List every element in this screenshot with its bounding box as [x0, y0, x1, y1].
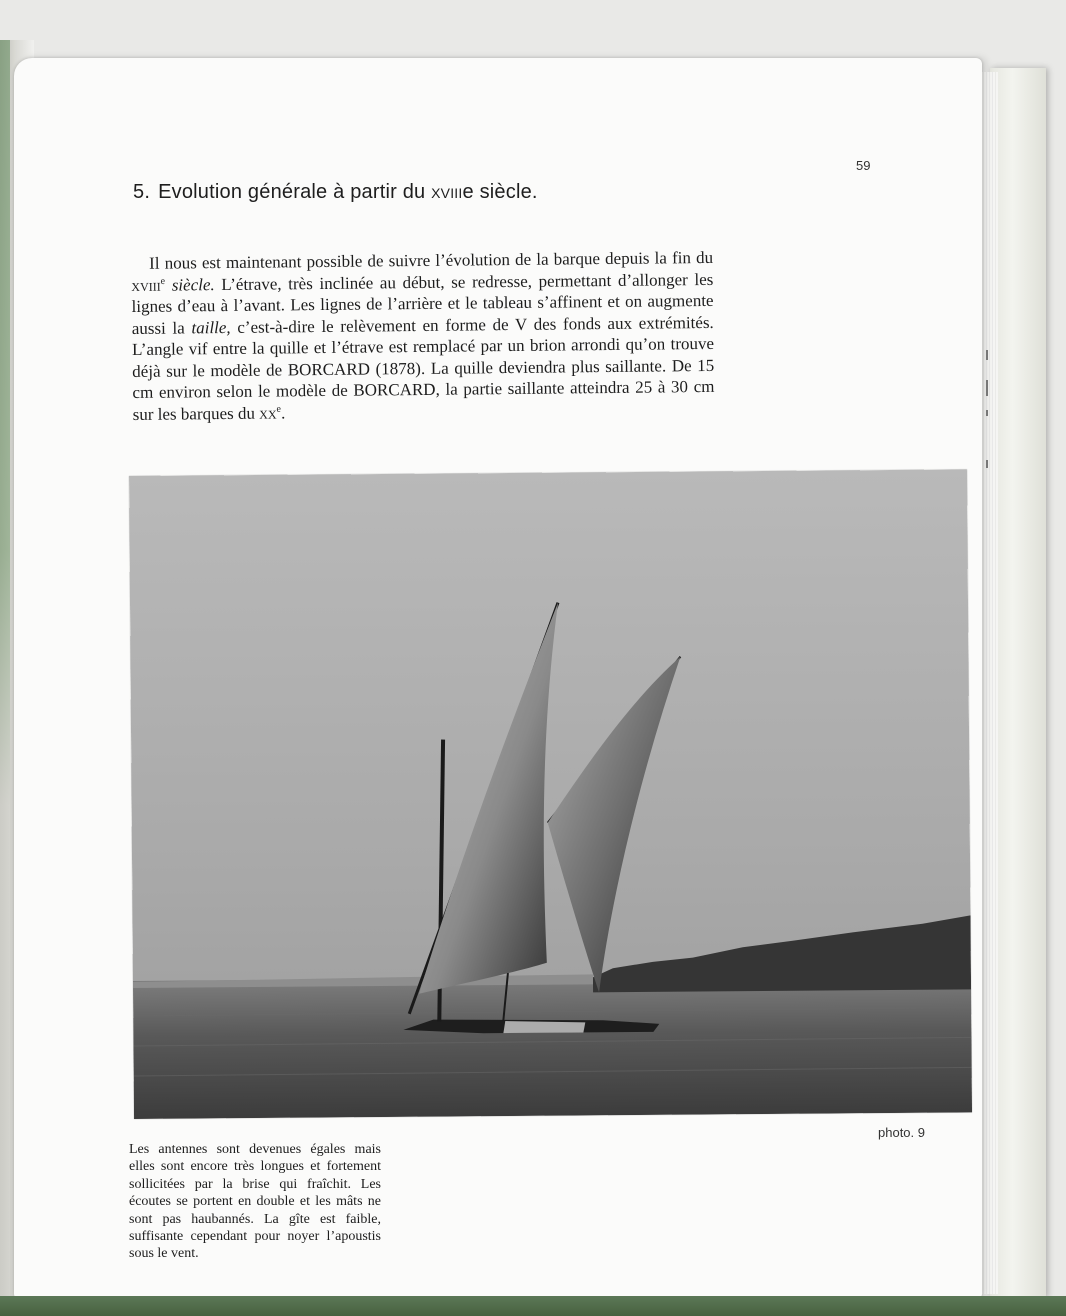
margin-marks	[986, 340, 990, 480]
body-paragraph	[131, 247, 715, 425]
paragraph-century-2: xx	[259, 402, 277, 423]
paragraph-sup-2: e	[276, 403, 282, 415]
paragraph-italic-taille: taille,	[191, 317, 231, 337]
heading-text-after: e siècle.	[462, 181, 538, 203]
section-heading	[133, 181, 538, 204]
paragraph-part-2: L’étrave, très inclinée au début, se redresse, permettant d’allonger les lignes d’eau à l’avant. Les lignes de l’arrière et le tableau s’affinent et on augmente aussi la	[131, 269, 714, 338]
paragraph-century: xviii	[131, 275, 161, 295]
paragraph-part-3: c’est-à-dire le relèvement en forme de V des fonds aux extrémités. L’angle vif entre la quille et l’étrave est remplacé par un brion arrondi qu’on trouve déjà sur le modèle de BORCARD (1878). La quille deviendra plus saillante. De 15 cm environ selon le modèle de BORCARD, la partie saillante atteindra 25 à 30 cm sur les barques du	[131, 312, 715, 424]
page-number: 59	[856, 158, 871, 173]
photo-caption: Les antennes sont devenues égales mais elles sont encore très longues et fortement sollicitées par la brise qui fraîchit. Les écoutes se portent en double et les mâts ne sont pas haubannés. La gîte est faible, suffisante cependant pour noyer l’apoustis sous le vent.	[129, 1142, 381, 1262]
paragraph-sup-1: e	[160, 275, 166, 287]
paragraph-part-1: Il nous est maintenant possible de suivre l’évolution de la barque depuis la fin du	[149, 247, 714, 273]
table-surface	[0, 1296, 1066, 1316]
paragraph-end: .	[280, 402, 286, 422]
section-number: 5.	[133, 181, 151, 203]
sailboat-photo	[129, 469, 972, 1119]
heading-text-before: Evolution générale à partir du	[158, 181, 432, 203]
sailboat-photo-image	[129, 469, 972, 1119]
photo-label: photo. 9	[878, 1125, 925, 1140]
heading-century: xviii	[431, 181, 463, 203]
book-cover-right	[990, 68, 1046, 1298]
paragraph-italic-siecle: siècle.	[165, 274, 215, 295]
